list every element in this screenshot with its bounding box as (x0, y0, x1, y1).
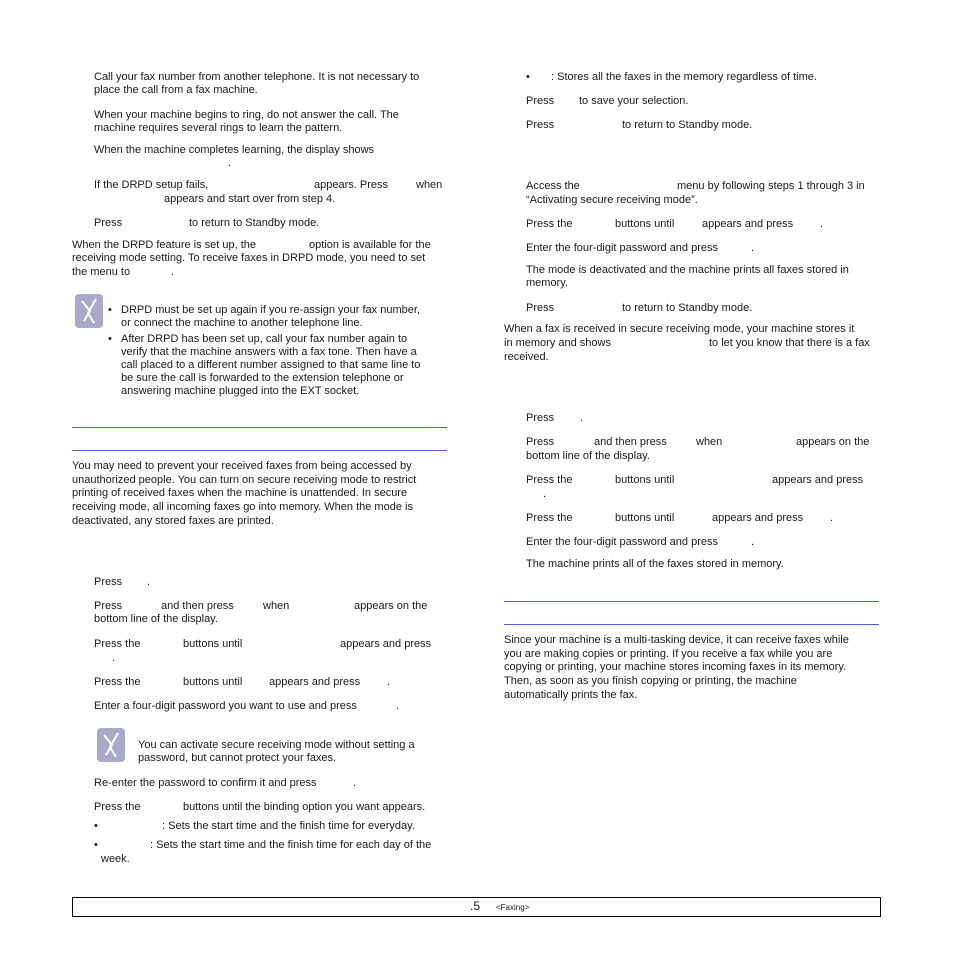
section-rule-bottom (504, 624, 879, 625)
step-text: Enter the four-digit password and press (526, 242, 718, 254)
note-text: be sure the call is forwarded to the extension telephone or (121, 372, 404, 384)
step-text: when (416, 179, 443, 191)
step-text: Press (526, 119, 555, 131)
step-text: appears on the (354, 600, 428, 612)
step-text: appears and press (702, 218, 794, 230)
body-text: Since your machine is a multi-tasking device, it can receive faxes while (504, 634, 849, 646)
body-text: received. (504, 351, 549, 363)
step-text: . (543, 488, 547, 500)
body-text: in memory and shows (504, 337, 611, 349)
body-text: option is available for the (309, 239, 431, 251)
section-rule-bottom (72, 450, 447, 451)
option-text: : Sets the start time and the finish time for each day of the (150, 839, 432, 851)
step-text: Press (526, 302, 555, 314)
note-text: or connect the machine to another telephone line. (121, 317, 363, 329)
note-text: DRPD must be set up again if you re-assign your fax number, (121, 304, 420, 316)
step-text: to return to Standby mode. (622, 119, 753, 131)
step-text: When the machine completes learning, the display shows (94, 144, 375, 156)
step-text: buttons until (615, 512, 675, 524)
body-text: unauthorized people. You can turn on secure receiving mode to restrict (72, 474, 417, 486)
step-text: . (228, 157, 232, 169)
step-text: and then press (594, 436, 667, 448)
step-text: memory. (526, 277, 568, 289)
step-text: appears and press (269, 676, 361, 688)
step-text: Press the (526, 474, 573, 486)
option-text: week. (101, 853, 130, 865)
step-text: Press (526, 436, 555, 448)
note-text: answering machine plugged into the EXT socket. (121, 385, 360, 397)
body-text: You may need to prevent your received faxes from being accessed by (72, 460, 412, 472)
step-text: . (147, 576, 151, 588)
section-rule-top (504, 601, 879, 602)
option-text: : Sets the start time and the finish time for everyday. (162, 820, 415, 832)
body-text: copying or printing, your machine stores incoming faxes in its memory. (504, 661, 847, 673)
body-text: . (171, 266, 175, 278)
step-text: . (387, 676, 391, 688)
step-text: to save your selection. (579, 95, 689, 107)
body-text: the menu to (72, 266, 131, 278)
body-text: When the DRPD feature is set up, the (72, 239, 257, 251)
page-number: .5 (470, 899, 481, 913)
body-text: Then, as soon as you finish copying or printing, the machine (504, 675, 797, 687)
step-text: place the call from a fax machine. (94, 84, 258, 96)
note-text: call placed to a different number assigned to that same line to (121, 359, 421, 371)
step-text: Enter the four-digit password and press (526, 536, 718, 548)
step-text: When your machine begins to ring, do not answer the call. The (94, 109, 399, 121)
step-text: The machine prints all of the faxes stored in memory. (526, 558, 784, 570)
step-text: Press (94, 217, 123, 229)
body-text: receiving mode setting. To receive faxes in DRPD mode, you need to set (72, 252, 426, 264)
step-text: when (263, 600, 290, 612)
bullet: • (108, 304, 112, 316)
body-text: to let you know that there is a fax (709, 337, 870, 349)
note-text: You can activate secure receiving mode without setting a (138, 739, 415, 751)
step-text: . (353, 777, 357, 789)
step-text: buttons until (615, 474, 675, 486)
note-text: verify that the machine answers with a fax tone. Then have a (121, 346, 417, 358)
step-text: Call your fax number from another telephone. It is not necessary to (94, 71, 420, 83)
note-text: After DRPD has been set up, call your fax number again to (121, 333, 408, 345)
body-text: deactivated, any stored faxes are printed. (72, 515, 274, 527)
step-text: Press the (94, 801, 141, 813)
body-text: When a fax is received in secure receiving mode, your machine stores it (504, 323, 855, 335)
body-text: you are making copies or printing. If you receive a fax while you are (504, 648, 833, 660)
step-text: appears. Press (314, 179, 388, 191)
step-text: . (112, 652, 116, 664)
step-text: buttons until the binding option you want appears. (183, 801, 426, 813)
step-text: buttons until (183, 676, 243, 688)
step-text: bottom line of the display. (526, 450, 650, 462)
step-text: Press the (526, 218, 573, 230)
note-icon (96, 727, 126, 763)
step-text: . (751, 536, 755, 548)
step-text: The mode is deactivated and the machine prints all faxes stored in (526, 264, 849, 276)
step-text: appears and press (340, 638, 432, 650)
note-text: password, but cannot protect your faxes. (138, 752, 337, 764)
step-text: Press (94, 576, 123, 588)
bullet: • (94, 820, 98, 832)
step-text: Press the (94, 638, 141, 650)
body-text: automatically prints the fax. (504, 689, 638, 701)
step-text: If the DRPD setup fails, (94, 179, 209, 191)
body-text: receiving mode, all incoming faxes go into memory. When the mode is (72, 501, 413, 513)
step-text: and then press (161, 600, 234, 612)
step-text: when (696, 436, 723, 448)
body-text: printing of received faxes when the machine is unattended. In secure (72, 487, 408, 499)
step-text: Press (526, 95, 555, 107)
bullet: • (108, 333, 112, 345)
step-text: appears and start over from step 4. (164, 193, 336, 205)
step-text: . (396, 700, 400, 712)
step-text: Press (94, 600, 123, 612)
step-text: . (820, 218, 824, 230)
step-text: appears and press (712, 512, 804, 524)
step-text: Press (526, 412, 555, 424)
step-text: . (751, 242, 755, 254)
step-text: buttons until (183, 638, 243, 650)
section-rule-top (72, 427, 447, 428)
step-text: . (580, 412, 584, 424)
step-text: Press the (526, 512, 573, 524)
step-text: to return to Standby mode. (622, 302, 753, 314)
step-text: Enter a four-digit password you want to use and press (94, 700, 357, 712)
step-text: Access the (526, 180, 580, 192)
step-text: machine requires several rings to learn the pattern. (94, 122, 343, 134)
step-text: menu by following steps 1 through 3 in (677, 180, 865, 192)
step-text: “Activating secure receiving mode”. (526, 194, 698, 206)
step-text: to return to Standby mode. (189, 217, 320, 229)
note-icon (74, 293, 104, 329)
footer-section: <Faxing> (496, 903, 530, 912)
step-text: appears on the (796, 436, 870, 448)
bullet: • (526, 71, 530, 83)
option-text: : Stores all the faxes in the memory regardless of time. (551, 71, 817, 83)
bullet: • (94, 839, 98, 851)
step-text: Re-enter the password to confirm it and press (94, 777, 317, 789)
step-text: . (830, 512, 834, 524)
step-text: bottom line of the display. (94, 613, 218, 625)
step-text: Press the (94, 676, 141, 688)
step-text: buttons until (615, 218, 675, 230)
step-text: appears and press (772, 474, 864, 486)
